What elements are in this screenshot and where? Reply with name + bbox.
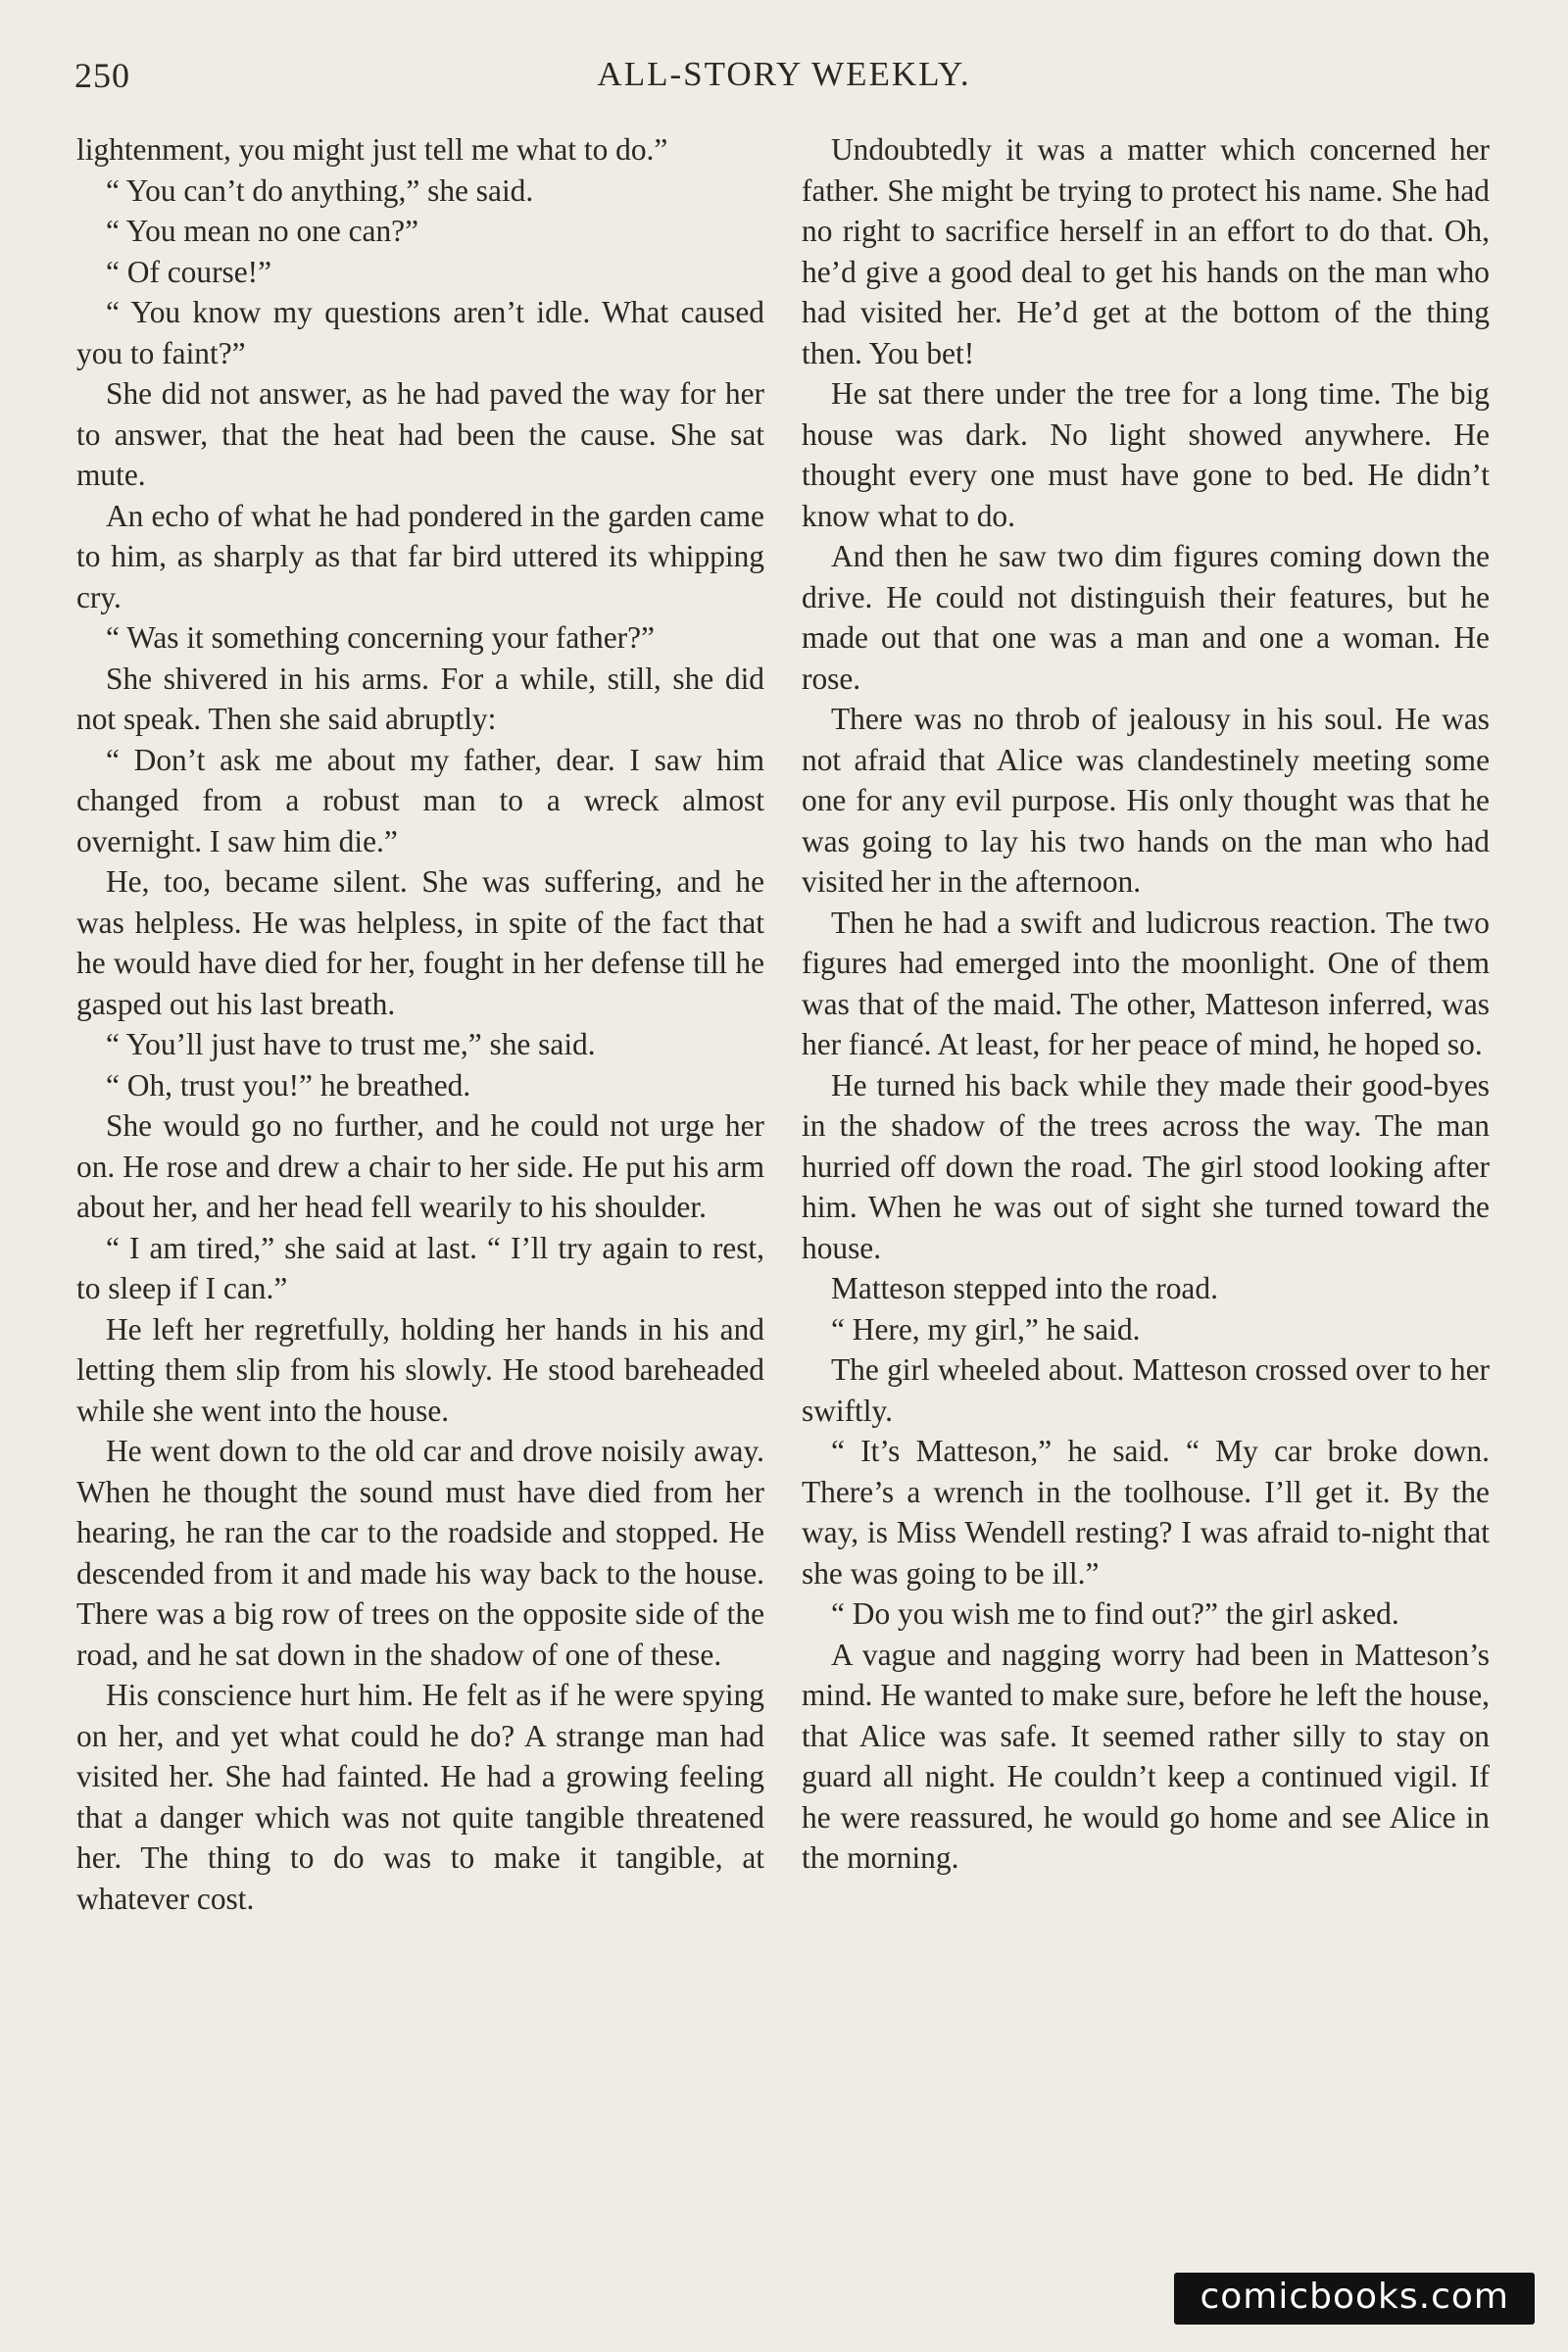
paragraph: The girl wheeled about. Matteson crossed over to her swiftly.: [802, 1352, 1490, 1428]
paragraph: Then he had a swift and ludicrous reaction. The two figures had emerged into the moonlight. One of them was that of the maid. The other, Matteson inferred, was her fiancé. At least, for her peace of mind, he hoped so.: [802, 905, 1490, 1061]
paragraph: “ Of course!”: [106, 254, 272, 289]
paragraph: His conscience hurt him. He felt as if he were spying on her, and yet what could he do? A strange man had visited her. She had fainted. He had a growing feeling that a danger which was not quite tangible threatened her. The thing to do was to make it tangible, at whatever cost.: [76, 1678, 764, 1916]
paragraph: “ You’ll just have to trust me,” she said.: [106, 1027, 596, 1061]
watermark-badge: comicbooks.com: [1174, 2273, 1535, 2325]
paragraph: He went down to the old car and drove noisily away. When he thought the sound must have died from her hearing, he ran the car to the roadside and stopped. He descended from it and made his way back to the house. There was a big row of trees on the opposite side of the road, and he sat down in the shadow of one of these.: [76, 1434, 764, 1672]
paragraph: He turned his back while they made their good-byes in the shadow of the trees across the way. The man hurried off down the road. The girl stood looking after him. When he was out of sight she turned toward the house.: [802, 1067, 1490, 1265]
running-title: ALL-STORY WEEKLY.: [597, 55, 971, 93]
page-header: [74, 55, 1494, 104]
paragraph: “ Oh, trust you!” he breathed.: [106, 1067, 471, 1102]
paragraph: Undoubtedly it was a matter which concerned her father. She might be trying to protect his name. She had no right to sacrifice herself in an effort to do that. Oh, he’d give a good deal to get his hands on the man who had visited her. He’d get at the bottom of the thing then. You bet!: [802, 132, 1490, 370]
paragraph: “ Here, my girl,” he said.: [831, 1311, 1141, 1347]
paragraph: lightenment, you might just tell me what to do.”: [76, 132, 668, 167]
paragraph: An echo of what he had pondered in the garden came to him, as sharply as that far bird uttered its whipping cry.: [76, 498, 764, 614]
paragraph: “ Don’t ask me about my father, dear. I saw him changed from a robust man to a wreck almost overnight. I saw him die.”: [76, 742, 764, 858]
left-column: [76, 129, 764, 1919]
page-number: 250: [74, 56, 130, 95]
paragraph: She did not answer, as he had paved the way for her to answer, that the heat had been the cause. She sat mute.: [76, 376, 764, 492]
paragraph: “ You know my questions aren’t idle. What caused you to faint?”: [76, 295, 764, 370]
paragraph: “ Do you wish me to find out?” the girl asked.: [831, 1596, 1399, 1631]
paragraph: He, too, became silent. She was suffering, and he was helpless. He was helpless, in spite of the fact that he would have died for her, fought in her defense till he gasped out his last breath.: [76, 864, 764, 1021]
paragraph: And then he saw two dim figures coming down the drive. He could not distinguish their features, but he made out that one was a man and one a woman. He rose.: [802, 539, 1490, 696]
paragraph: “ I am tired,” she said at last. “ I’ll try again to rest, to sleep if I can.”: [76, 1230, 764, 1305]
paragraph: A vague and nagging worry had been in Matteson’s mind. He wanted to make sure, before he left the house, that Alice was safe. It seemed rather silly to stay on guard all night. He couldn’t keep a continued vigil. If he were reassured, he would go home and see Alice in the morning.: [802, 1637, 1490, 1875]
paragraph: She shivered in his arms. For a while, still, she did not speak. Then she said abruptly:: [76, 661, 764, 736]
paragraph: Matteson stepped into the road.: [831, 1271, 1218, 1305]
paragraph: There was no throb of jealousy in his soul. He was not afraid that Alice was clandestinely meeting some one for any evil purpose. His only thought was that he was going to lay his two hands on the man who had visited her in the afternoon.: [802, 702, 1490, 899]
right-column: [802, 129, 1490, 1879]
paragraph: “ Was it something concerning your father?”: [106, 620, 655, 655]
paragraph: He left her regretfully, holding her hands in his and letting them slip from his slowly. He stood bareheaded while she went into the house.: [76, 1311, 764, 1428]
paragraph: She would go no further, and he could not urge her on. He rose and drew a chair to her side. He put his arm about her, and her head fell wearily to his shoulder.: [76, 1108, 764, 1224]
paragraph: “ You can’t do anything,” she said.: [106, 172, 534, 208]
paragraph: He sat there under the tree for a long time. The big house was dark. No light showed anywhere. He thought every one must have gone to bed. He didn’t know what to do.: [802, 376, 1490, 533]
paragraph: “ It’s Matteson,” he said. “ My car broke down. There’s a wrench in the toolhouse. I’ll get it. By the way, is Miss Wendell resting? I was afraid to-night that she was going to be ill.”: [802, 1434, 1490, 1591]
paragraph: “ You mean no one can?”: [106, 214, 419, 248]
